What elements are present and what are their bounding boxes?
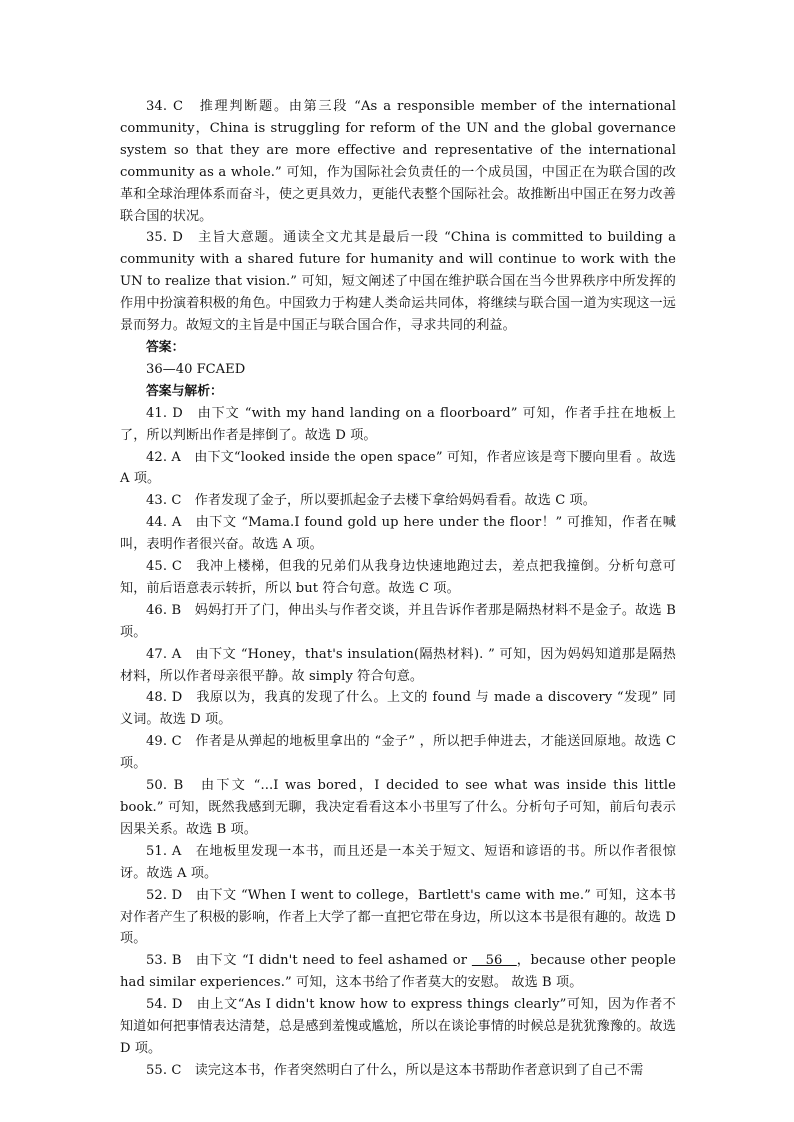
answer-35: 35. D 主旨大意题。通读全文尤其是最后一段 “China is committed to building a community with a shared future for humanity and will continue to work with the UN to realize that vision.” 可知，短文阐述了中国在维护联合国在当今世界秩序中所发挥的作用中扮演着积极的角色。中国致力于构建人类命运共同体，将继续与联合国一道为实现这一远景而努力。故短文的主旨是中国正与联合国合作，寻求共同的利益。	[120, 230, 676, 334]
answer-51: 51. A 在地板里发现一本书，而且还是一本关于短文、短语和谚语的书。所以作者很惊讶。故选 A 项。	[120, 843, 676, 881]
answer-45: 45. C 我冲上楼梯，但我的兄弟们从我身边快速地跑过去，差点把我撞倒。分析句意可知，前后语意表示转折，所以 but 符合句意。故选 C 项。	[120, 559, 676, 596]
answer-52: 52. D 由下文 “When I went to college，Bartlett's came with me.” 可知，这本书对作者产生了积极的影响，作者上大学了都一直把它带在身边，所以这本书是很有趣的。故选 D 项。	[120, 887, 676, 947]
answer-55: 55. C 读完这本书，作者突然明白了什么，所以是这本书帮助作者意识到了自己不需	[146, 1062, 644, 1078]
answer-43: 43. C 作者发现了金子，所以要抓起金子去楼下拿给妈妈看看。故选 C 项。	[146, 493, 596, 509]
answer-34: 34. C 推理判断题。由第三段 “As a responsible member of the international community，China is struggling for reform of the UN and the global governance system so that they are more effective and representative of the international community as a whole.” 可知，作为国际社会负责任的一个成员国，中国正在为联合国的改革和全球治理体系而奋斗，使之更具效力，更能代表整个国际社会。故推断出中国正在努力改善联合国的状况。	[120, 99, 676, 224]
answer-50: 50. B 由下文 “...I was bored，I decided to see what was inside this little book.” 可知，既然我感到无聊，我决定看看这本小书里写了什么。分析句子可知，前后句表示因果关系。故选 B 项。	[120, 778, 676, 837]
answer-54: 54. D 由上文“As I didn't know how to express things clearly”可知，因为作者不知道如何把事情表达清楚，总是感到羞愧或尴尬，所以在谈论事情的时候总是犹犹豫豫的。故选 D 项。	[120, 997, 676, 1056]
analysis-heading: 答案与解析：	[146, 383, 223, 399]
answer-49: 49. C 作者是从弹起的地板里拿出的 “金子” ，所以把手伸进去，才能送回原地。故选 C 项。	[120, 734, 676, 772]
answer-heading: 答案：	[146, 339, 185, 355]
answer-44: 44. A 由下文 “Mama.I found gold up here under the floor！” 可推知，作者在喊叫，表明作者很兴奋。故选 A 项。	[120, 515, 676, 553]
answer-47: 47. A 由下文 “Honey，that's insulation(隔热材料). ” 可知，因为妈妈知道那是隔热材料，所以作者母亲很平静。故 simply 符合句意。	[120, 646, 676, 684]
blank-56: 56	[471, 953, 517, 969]
answer-53	[120, 950, 676, 994]
answer-key-36-40: 36—40 FCAED	[146, 361, 246, 377]
answer-48: 48. D 我原以为，我真的发现了什么。上文的 found 与 made a discovery “发现” 同义词。故选 D 项。	[120, 690, 676, 728]
answer-41: 41. D 由下文 “with my hand landing on a floorboard” 可知，作者手拄在地板上了，所以判断出作者是摔倒了。故选 D 项。	[120, 405, 676, 443]
answer-46: 46. B 妈妈打开了门，伸出头与作者交谈，并且告诉作者那是隔热材料不是金子。故选 B 项。	[120, 602, 676, 640]
answer-53-lead: 53. B 由下文 “I didn't need to feel ashamed or	[146, 953, 472, 969]
answer-42: 42. A 由下文“looked inside the open space” 可知，作者应该是弯下腰向里看 。故选 A 项。	[120, 449, 676, 487]
answer-53-tail: ，because other people had similar experiences.” 可知，这本书给了作者莫大的安慰。 故选 B 项。	[120, 953, 677, 991]
